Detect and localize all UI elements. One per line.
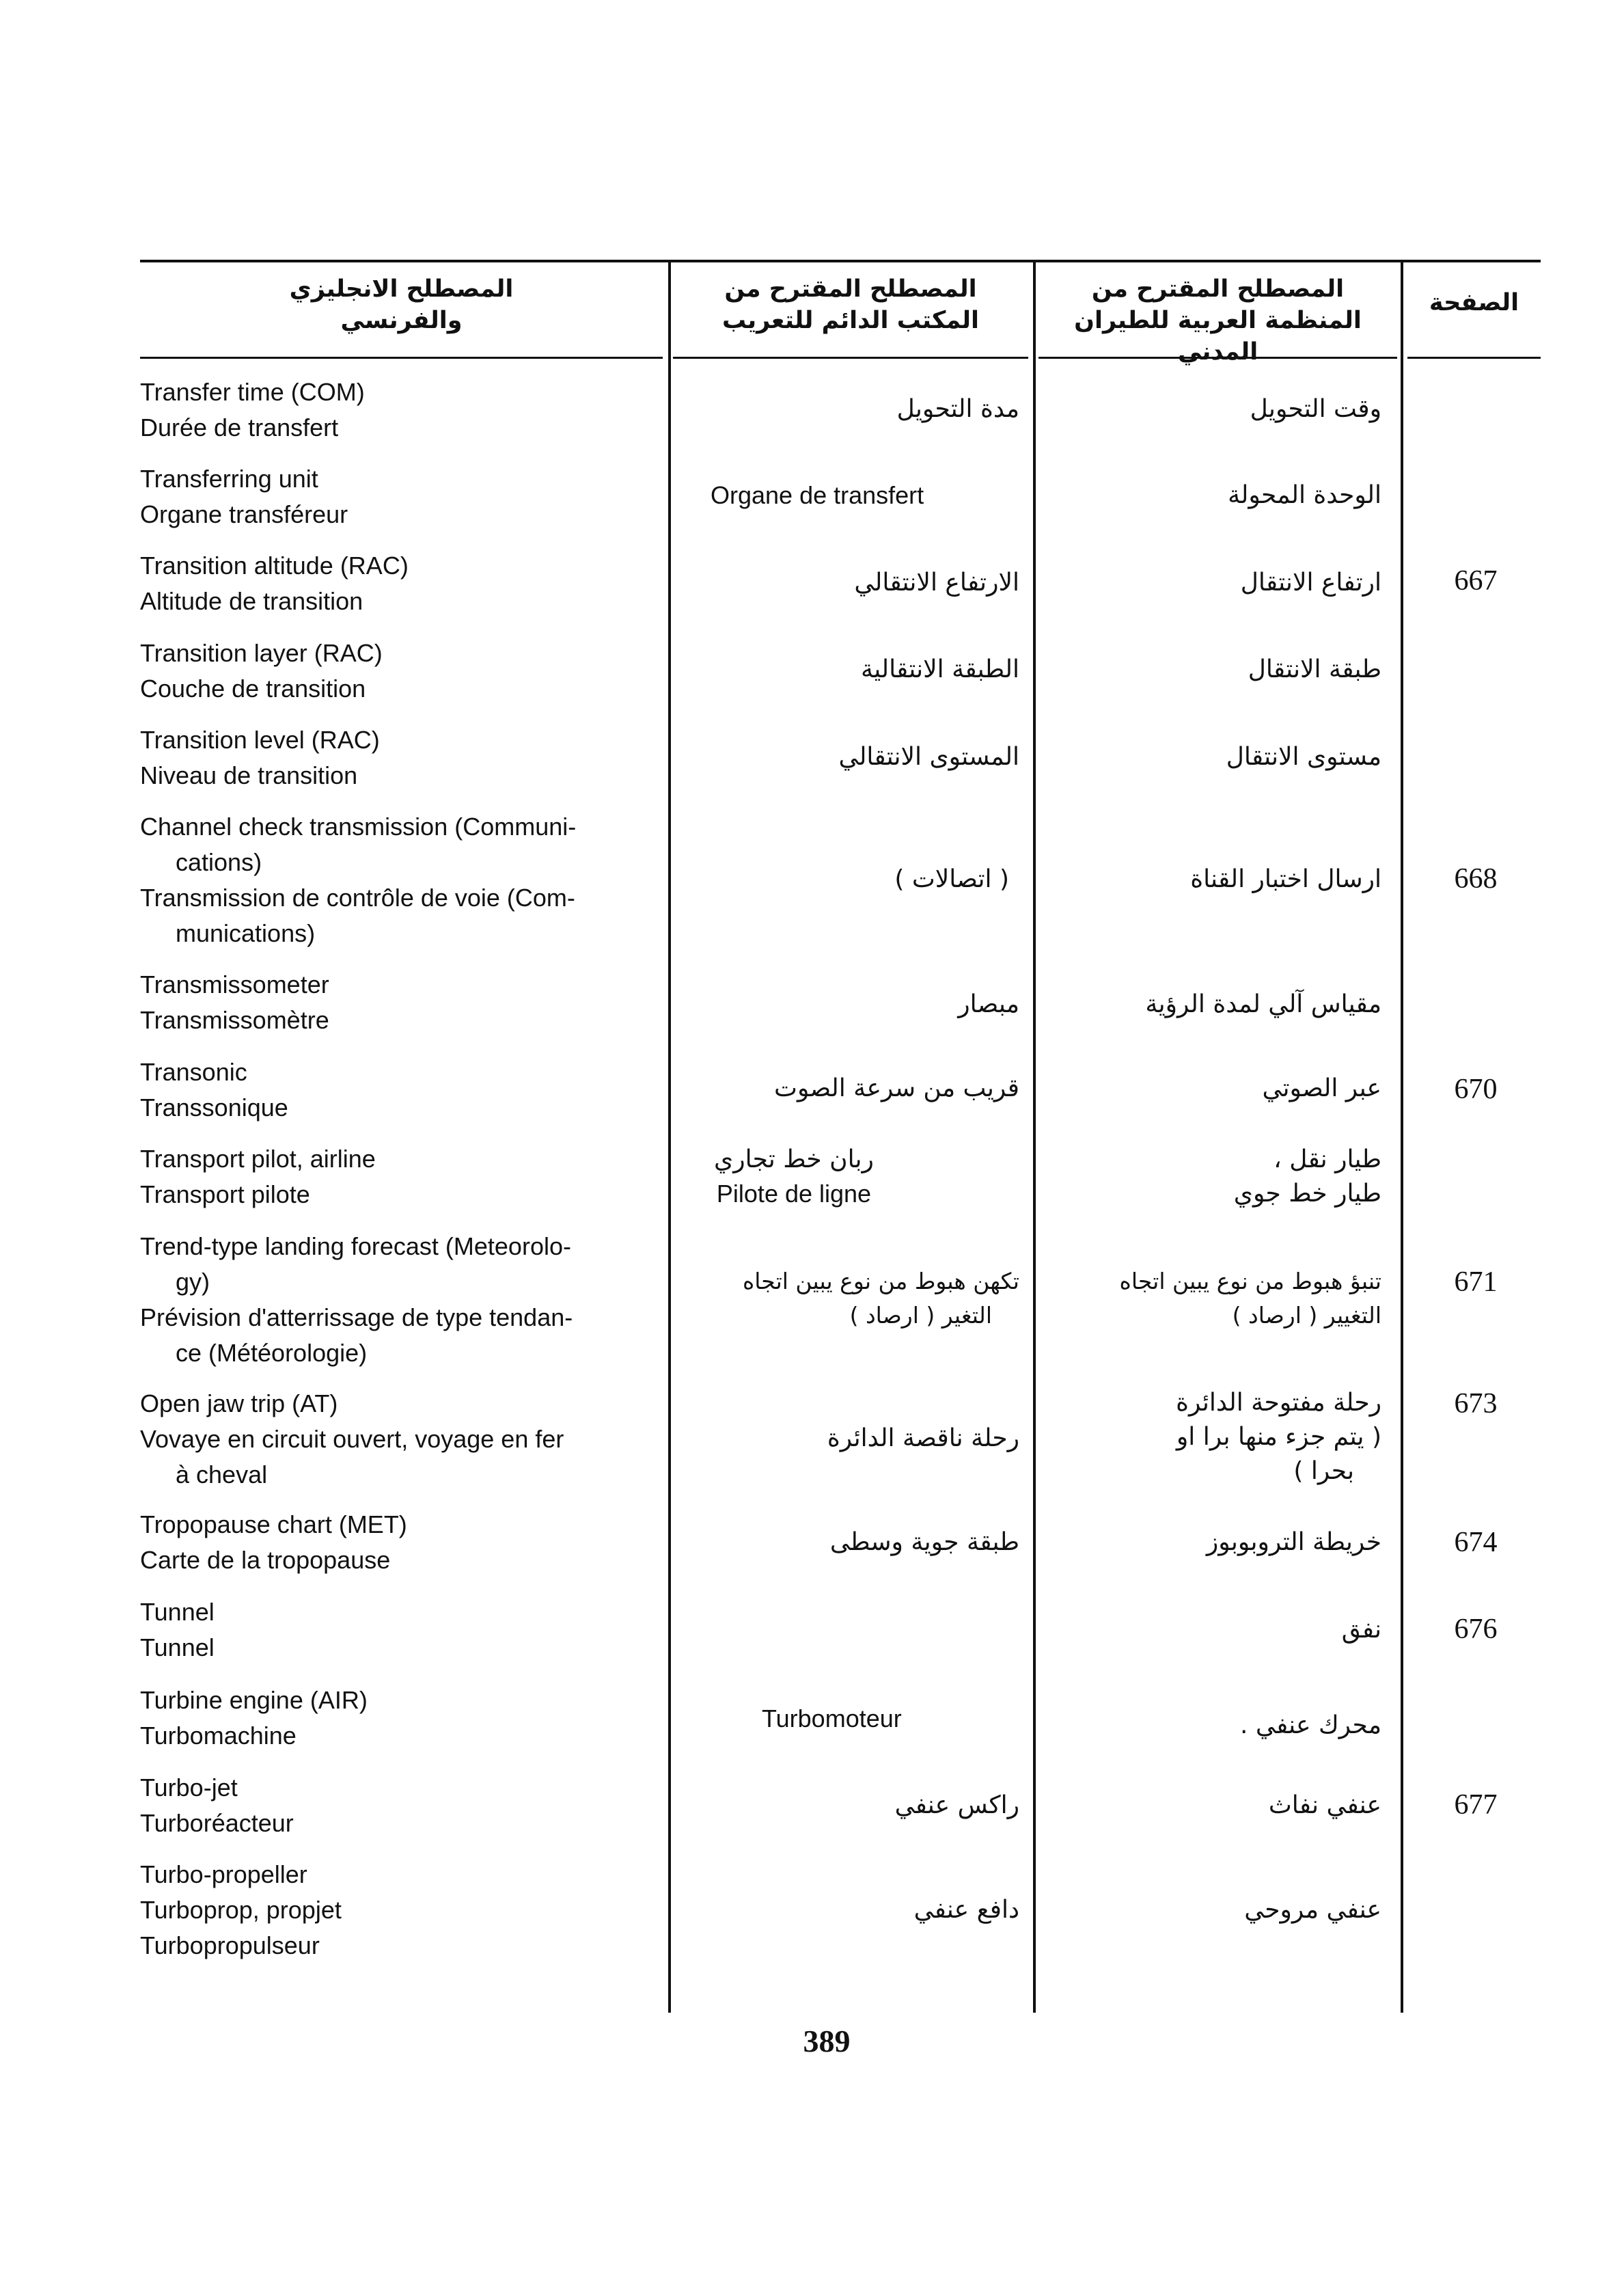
org-term (978, 1264, 1381, 1333)
term-line: Transmissomètre (140, 1006, 329, 1034)
org-term-line: نفق (1341, 1616, 1381, 1644)
org-term (978, 988, 1381, 1022)
org-term-line: التغيير ( ارصاد ) (1232, 1302, 1381, 1329)
header-permanent-office (673, 273, 1028, 336)
term-entry (140, 636, 666, 707)
org-term-line: طبقة الانتقال (1248, 655, 1381, 683)
office-term-line: الطبقة الانتقالية (860, 655, 1019, 683)
header-page (1407, 287, 1541, 318)
term-entry (140, 809, 666, 951)
term-line: ce (Météorologie) (176, 1339, 368, 1367)
term-line: Transfer time (COM) (140, 378, 365, 406)
org-term (978, 1709, 1381, 1743)
header-line: المصطلح المقترح من (724, 275, 977, 303)
header-line: المنظمة العربية للطيران المدني (1074, 307, 1362, 366)
header-bottom-rule-p (1407, 357, 1541, 359)
header-arab-org (1038, 273, 1397, 368)
office-term-line: قريب من سرعة الصوت (774, 1074, 1019, 1102)
org-term (978, 1072, 1381, 1106)
term-entry (140, 1229, 666, 1371)
term-entry (140, 967, 666, 1038)
org-term-line: تنبؤ هبوط من نوع يبين اتجاه (1119, 1268, 1381, 1294)
page-ref: 671 (1454, 1266, 1498, 1298)
column-divider-3 (1401, 260, 1403, 2013)
org-term (978, 478, 1381, 513)
term-line: Transmission de contrôle de voie (Com- (140, 884, 575, 912)
office-term (616, 1072, 1019, 1106)
org-term-line: طيار خط جوي (1233, 1180, 1381, 1208)
office-term (616, 392, 1019, 426)
org-term-line: رحلة مفتوحة الدائرة (1176, 1389, 1381, 1417)
office-term (616, 566, 1019, 600)
page-ref: 670 (1454, 1074, 1498, 1105)
term-entry (140, 1141, 666, 1212)
org-term (978, 740, 1381, 774)
org-term-line: مقياس آلي لمدة الرؤية (1145, 990, 1381, 1018)
term-line: Altitude de transition (140, 587, 363, 615)
term-entry (140, 1594, 666, 1666)
org-term (978, 1143, 1381, 1211)
term-line: Transition altitude (RAC) (140, 552, 409, 580)
office-term-line: طبقة جوية وسطى (829, 1528, 1019, 1556)
org-term (978, 1386, 1381, 1488)
term-line: Transonic (140, 1058, 247, 1086)
term-line: Turboprop, propjet (140, 1896, 342, 1924)
org-term (978, 653, 1381, 687)
term-line: Turboréacteur (140, 1809, 294, 1837)
header-bottom-rule-a (673, 357, 1028, 359)
header-line: المصطلح الانجليزي (289, 275, 514, 303)
office-term (640, 1143, 948, 1211)
office-term (606, 862, 1009, 897)
office-term-line: راكس عنفي (894, 1791, 1019, 1819)
office-term-line: الارتفاع الانتقالي (854, 569, 1019, 597)
term-line: Transport pilot, airline (140, 1145, 376, 1173)
term-line: cations) (176, 848, 262, 876)
header-line: والفرنسي (340, 307, 463, 334)
org-term-line: ارسال اختبار القناة (1190, 865, 1381, 893)
header-line: المكتب الدائم للتعريب (721, 307, 980, 334)
term-line: Turbine engine (AIR) (140, 1686, 368, 1714)
office-term-line: Organe de transfert (711, 481, 924, 509)
term-entry (140, 1055, 666, 1126)
org-term-line: ( يتم جزء منها برا او (1176, 1423, 1381, 1451)
org-term (978, 566, 1381, 600)
header-line: الصفحة (1429, 289, 1519, 316)
office-term (616, 1422, 1019, 1456)
term-line: Transsonique (140, 1093, 288, 1121)
term-line: Tunnel (140, 1633, 215, 1661)
org-term (978, 862, 1381, 897)
office-term-line: ربان خط تجاري (714, 1145, 874, 1173)
org-term (978, 1893, 1381, 1927)
org-term-line: مستوى الانتقال (1226, 743, 1381, 771)
term-line: Tropopause chart (MET) (140, 1510, 407, 1538)
header-line: المصطلح المقترح من (1091, 275, 1345, 303)
org-term-line: خريطة التروبوبوز (1206, 1528, 1381, 1556)
term-line: Transition layer (RAC) (140, 639, 383, 667)
term-line: munications) (176, 919, 316, 947)
term-line: Turbopropulseur (140, 1931, 320, 1959)
office-term-line: Turbomoteur (762, 1704, 902, 1732)
org-term-line: وقت التحويل (1250, 395, 1381, 423)
term-line: Trend-type landing forecast (Meteorolo- (140, 1232, 571, 1260)
org-term (978, 1525, 1381, 1560)
office-term (616, 1789, 1019, 1823)
term-line: Organe transféreur (140, 500, 348, 528)
term-entry (140, 375, 666, 446)
office-term (616, 1525, 1019, 1560)
term-line: Carte de la tropopause (140, 1546, 391, 1574)
org-term-line: الوحدة المحولة (1228, 481, 1381, 509)
term-line: gy) (176, 1268, 210, 1296)
org-term-line: بحرا ) (1293, 1457, 1354, 1485)
term-entry (140, 1683, 666, 1754)
office-term-line: تكهن هبوط من نوع يبين اتجاه (742, 1268, 1019, 1294)
term-line: Transferring unit (140, 465, 318, 493)
term-entry (140, 1386, 666, 1493)
term-line: à cheval (176, 1460, 268, 1488)
office-term (616, 1264, 1019, 1333)
term-line: Turbo-jet (140, 1773, 238, 1802)
org-term-line: محرك عنفي . (1240, 1711, 1381, 1739)
term-line: Channel check transmission (Communi- (140, 813, 577, 841)
table-top-rule (140, 260, 1541, 262)
term-line: Niveau de transition (140, 761, 358, 789)
term-line: Vovaye en circuit ouvert, voyage en fer (140, 1425, 564, 1453)
page-ref: 674 (1454, 1527, 1498, 1558)
office-term-line: المستوى الانتقالي (838, 743, 1019, 771)
term-entry (140, 461, 666, 532)
term-entry (140, 1770, 666, 1841)
org-term-line: عبر الصوتي (1262, 1074, 1381, 1102)
term-line: Open jaw trip (AT) (140, 1389, 338, 1417)
office-term (616, 740, 1019, 774)
header-english-french (140, 273, 663, 336)
term-entry (140, 548, 666, 619)
office-term-line: Pilote de ligne (716, 1180, 872, 1208)
page-ref: 673 (1454, 1388, 1498, 1419)
office-term-line: مدة التحويل (896, 395, 1019, 423)
org-term-line: عنفي مروحي (1244, 1896, 1381, 1924)
term-entry (140, 1857, 666, 1963)
office-term-line: التغير ( ارصاد ) (849, 1302, 992, 1329)
term-entry (140, 1507, 666, 1578)
office-term-line: مبصار (958, 990, 1019, 1018)
org-term-line: طيار نقل ، (1274, 1145, 1381, 1173)
office-term-line: رحلة ناقصة الدائرة (827, 1424, 1019, 1452)
office-term-line: ( اتصالات ) (894, 865, 1009, 893)
column-divider-1 (668, 260, 671, 2013)
office-term (616, 1893, 1019, 1927)
term-line: Turbo-propeller (140, 1860, 307, 1888)
page-ref: 677 (1454, 1789, 1498, 1821)
term-line: Prévision d'atterrissage de type tendan- (140, 1303, 573, 1331)
page-ref: 668 (1454, 863, 1498, 895)
column-divider-2 (1033, 260, 1036, 2013)
org-term (978, 392, 1381, 426)
page-ref: 667 (1454, 565, 1498, 597)
term-line: Couche de transition (140, 675, 366, 703)
page-ref: 676 (1454, 1614, 1498, 1645)
office-term (616, 988, 1019, 1022)
org-term (978, 1613, 1381, 1647)
term-line: Transmissometer (140, 970, 329, 998)
term-line: Tunnel (140, 1598, 215, 1626)
term-line: Turbomachine (140, 1722, 297, 1750)
org-term-line: ارتفاع الانتقال (1240, 569, 1381, 597)
header-bottom-rule-en (140, 357, 663, 359)
term-line: Durée de transfert (140, 413, 339, 441)
term-entry (140, 722, 666, 793)
page-number: 389 (803, 2024, 851, 2058)
org-term-line: عنفي نفاث (1268, 1791, 1381, 1819)
office-term-line: دافع عنفي (913, 1896, 1019, 1924)
term-line: Transition level (RAC) (140, 726, 380, 754)
org-term (978, 1789, 1381, 1823)
office-term (616, 653, 1019, 687)
term-line: Transport pilote (140, 1180, 310, 1208)
